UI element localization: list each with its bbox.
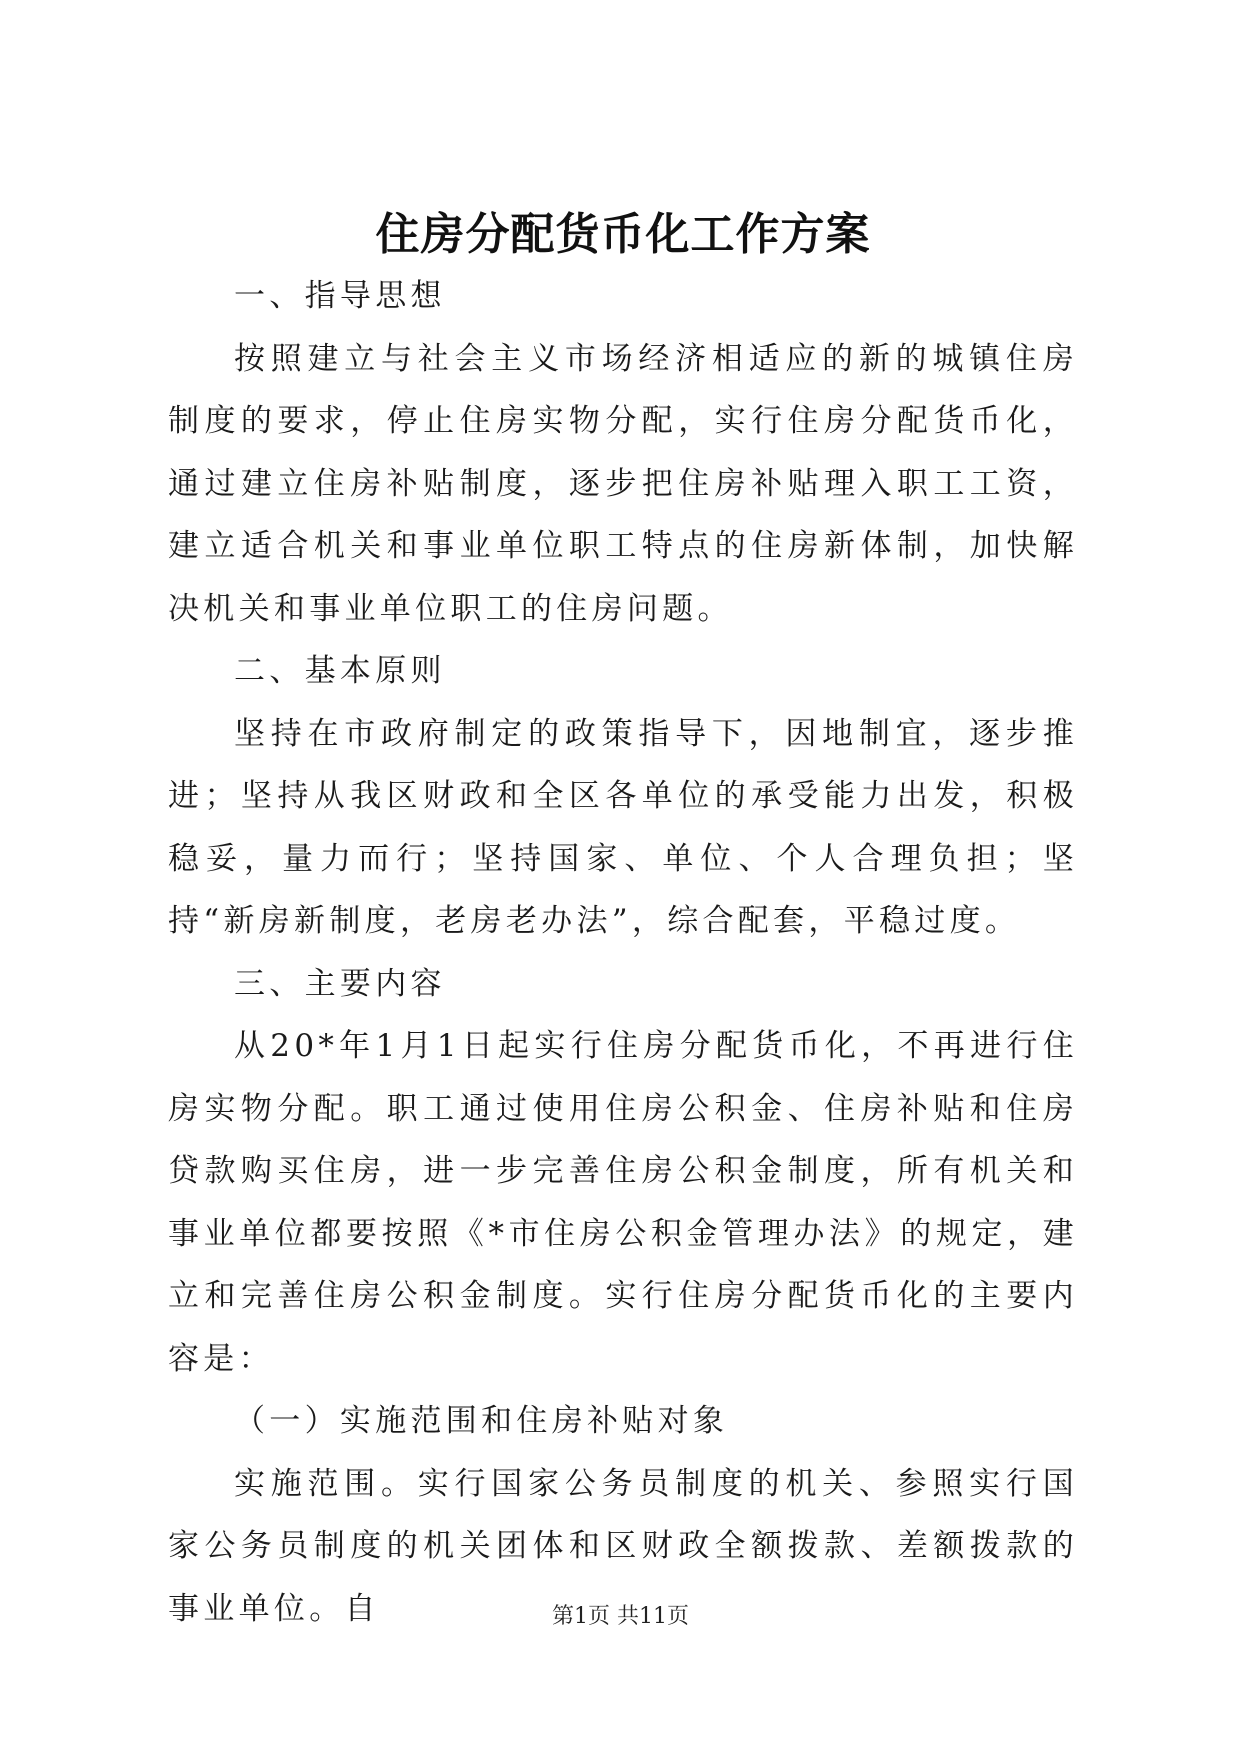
section-heading-basic-principles: 二、基本原则	[234, 653, 446, 689]
document-title: 住房分配货币化工作方案	[375, 209, 871, 260]
subsection-heading-scope: （一）实施范围和住房补贴对象	[234, 1403, 729, 1439]
section-paragraph: 从20*年1月1日起实行住房分配货币化，不再进行住房实物分配。职工通过使用住房公积金、住房补贴和住房贷款购买住房，进一步完善住房公积金制度，所有机关和事业单位都要按照《*市住房公积金管理办法》的规定，建立和完善住房公积金制度。实行住房分配货币化的主要内容是：	[168, 1028, 1078, 1377]
section-heading-guiding-ideology: 一、指导思想	[234, 278, 446, 314]
document-body	[168, 205, 1078, 1640]
page-number-footer: 第1页 共11页	[552, 1604, 689, 1629]
section-paragraph: 按照建立与社会主义市场经济相适应的新的城镇住房制度的要求，停止住房实物分配，实行住房分配货币化，通过建立住房补贴制度，逐步把住房补贴理入职工工资，建立适合机关和事业单位职工特点的住房新体制，加快解决机关和事业单位职工的住房问题。	[168, 340, 1078, 627]
subsection-paragraph: 实施范围。实行国家公务员制度的机关、参照实行国家公务员制度的机关团体和区财政全额拨款、差额拨款的事业单位。自	[168, 1465, 1078, 1627]
section-heading-main-content: 三、主要内容	[234, 965, 446, 1002]
section-paragraph: 坚持在市政府制定的政策指导下，因地制宜，逐步推进；坚持从我区财政和全区各单位的承受能力出发，积极稳妥，量力而行；坚持国家、单位、个人合理负担；坚持“新房新制度，老房老办法”，综合配套，平稳过度。	[168, 715, 1078, 939]
